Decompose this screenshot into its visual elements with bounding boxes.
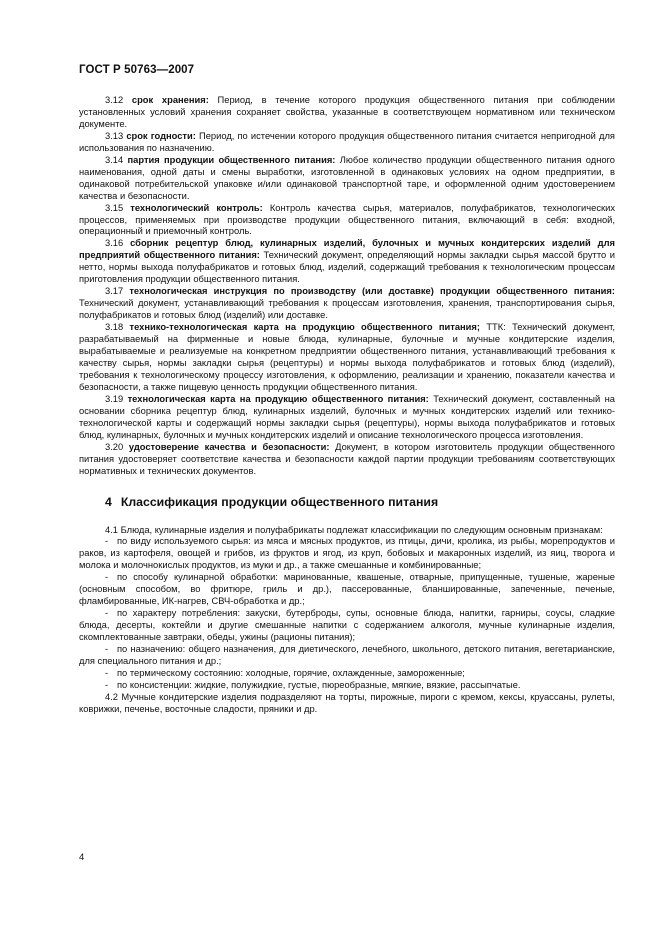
paragraph-4-1: 4.1 Блюда, кулинарные изделия и полуфабрикаты подлежат классификации по следующим основным признакам: [105, 524, 603, 535]
term-definition: Технический документ, устанавливающий требования к процессам изготовления, хранения, транспортирования сырья, полуфабрикатов и готовых блюд (изделий) или доставке. [79, 298, 615, 321]
term-paragraph [79, 442, 615, 478]
term-paragraph [79, 322, 615, 394]
terms-list [79, 95, 615, 478]
term-name: удостоверение качества и безопасности: [128, 441, 330, 452]
list-dash: - [105, 644, 109, 655]
term-definition: Период, в течение которого продукция общественного питания при соблюдении установленных условий хранения сохраняет свойства, указанные в соответствующем нормативном или техническом документе. [79, 95, 615, 129]
term-name: технологический контроль: [130, 202, 263, 213]
classification-item-text: по термическому состоянию: холодные, горячие, охлажденные, замороженные; [117, 667, 465, 678]
term-name: технологическая карта на продукцию общественного питания: [127, 393, 429, 404]
term-number: 3.14 [105, 154, 124, 165]
page-number: 4 [79, 852, 85, 863]
term-definition: ТТК: Технический документ, разрабатываемый на фирменные и новые блюда, кулинарные, булочные и мучные кондитерские изделия, вырабатываемые и реализуемые на конкретном предприятии общественного питания, устанавливающий требования к качеству сырья, нормы закладки сырья (рецептуры) и нормы выхода полуфабрикатов и готовых блюд (изделий), требования к технологическому процессу изготовления, к оформлению, реализации и хранению, показатели качества и безопасности, а также пищевую ценность продукции общественного питания. [79, 322, 615, 392]
term-definition: Любое количество продукции общественного питания одного наименования, одной даты и смены выработки, изготовленной в одинаковых условиях на одном предприятии, в одинаковой потребительской упаковке и/или одинаковой транспортной таре, и оформленной одним удостоверением качества и безопасности. [79, 154, 615, 201]
term-definition: Контроль качества сырья, материалов, полуфабрикатов, технологических процессов, применяемых при производстве продукции общественного питания, включающий в себя: входной, операционный и приемочный контроль. [79, 202, 615, 237]
classification-item [79, 536, 615, 572]
term-paragraph [79, 286, 615, 322]
term-paragraph [79, 238, 615, 286]
term-number: 3.19 [105, 393, 124, 404]
term-paragraph [79, 155, 615, 203]
classification-item-text: по назначению: общего назначения, для диетического, лечебного, школьного, детского питания, вегетарианские, для специального питания и др.; [79, 644, 615, 666]
term-number: 3.20 [105, 441, 124, 452]
term-number: 3.16 [105, 238, 124, 249]
list-dash: - [105, 536, 109, 547]
classification-item [79, 668, 615, 680]
list-dash: - [105, 608, 109, 619]
classification-list [79, 536, 615, 691]
section-title: Классификация продукции общественного питания [120, 494, 439, 509]
section-heading [105, 495, 615, 509]
paragraph-4-2: 4.2 Мучные кондитерские изделия подразделяют на торты, пирожные, пироги с кремом, кексы, круассаны, рулеты, коврижки, печенье, восточные сладости, пряники и др. [79, 691, 615, 714]
list-dash: - [105, 667, 109, 678]
document-body [79, 95, 615, 716]
classification-item [79, 608, 615, 644]
term-name: срок годности: [126, 130, 196, 141]
term-name: срок хранения: [131, 95, 209, 105]
term-paragraph [79, 95, 615, 131]
term-number: 3.18 [105, 322, 124, 333]
term-paragraph [79, 131, 615, 155]
term-name: сборник рецептур блюд, кулинарных изделий, булочных и мучных кондитерских изделий для предприятий общественного питания: [79, 238, 615, 261]
classification-item-text: по способу кулинарной обработки: маринованные, квашеные, отварные, припущенные, тушеные, жареные (основным способом, во фритюре, гриль и др.), пассерованные, бланшированные, запеченные, печеные, фламбированные, ИК-нагрев, СВЧ-обработка и др.; [79, 572, 615, 607]
term-definition: Период, по истечении которого продукция общественного питания считается непригодной для использования по назначению. [79, 130, 615, 153]
list-dash: - [105, 572, 109, 583]
term-number: 3.13 [105, 130, 124, 141]
classification-item-text: по характеру потребления: закуски, бутерброды, супы, основные блюда, напитки, гарниры, соусы, сладкие блюда, десерты, коктейли и другие смешанные напитки с содержанием алкоголя, мучные кулинарные изделия, скомплектованные завтраки, обеды, ужины (рационы питания); [79, 608, 615, 643]
term-definition: Технический документ, определяющий нормы закладки сырья массой брутто и нетто, нормы выхода полуфабрикатов и готовых блюд, изделий, содержащий требования к технологическим процессам приготовления продукции общественного питания. [79, 250, 616, 285]
term-number: 3.15 [105, 202, 124, 213]
term-paragraph [79, 203, 615, 239]
term-paragraph [79, 394, 615, 442]
term-definition: Документ, в котором изготовитель продукции общественного питания удостоверяет соответствие качества и безопасности каждой партии продукции требованиям соответствующих нормативных и технических документов. [79, 441, 615, 476]
term-name: партия продукции общественного питания: [127, 154, 336, 165]
classification-item [79, 644, 615, 668]
term-number: 3.17 [105, 286, 124, 297]
term-name: технологическая инструкция по производству (или доставке) продукции общественного питания: [129, 286, 615, 297]
term-name: технико-технологическая карта на продукцию общественного питания; [129, 322, 480, 333]
classification-item [79, 680, 615, 692]
section-number: 4 [105, 494, 112, 509]
classification-item [79, 572, 615, 608]
list-dash: - [105, 679, 109, 690]
term-definition: Технический документ, составленный на основании сборника рецептур блюд, кулинарных изделий, булочных и мучных кондитерских изделий или технико-технологической карты и содержащий нормы закладки сырья (рецептуры), нормы выхода полуфабрикатов и готовых блюд, кулинарных, булочных и мучных кондитерских изделий и описание технологического процесса изготовления. [79, 393, 615, 440]
term-number: 3.12 [105, 95, 124, 105]
document-header: ГОСТ Р 50763—2007 [79, 64, 195, 76]
classification-item-text: по консистенции: жидкие, полужидкие, густые, пюреобразные, мягкие, вязкие, рассыпчатые. [117, 679, 521, 690]
classification-item-text: по виду используемого сырья: из мяса и мясных продуктов, из птицы, дичи, кролика, из рыбы, морепродуктов и раков, из картофеля, овощей и грибов, из фруктов и ягод, из круп, бобовых и макаронных изделий, из яиц, творога и молока и молочнокислых продуктов, из муки и др., а также смешанные и комбинированные; [79, 536, 615, 571]
